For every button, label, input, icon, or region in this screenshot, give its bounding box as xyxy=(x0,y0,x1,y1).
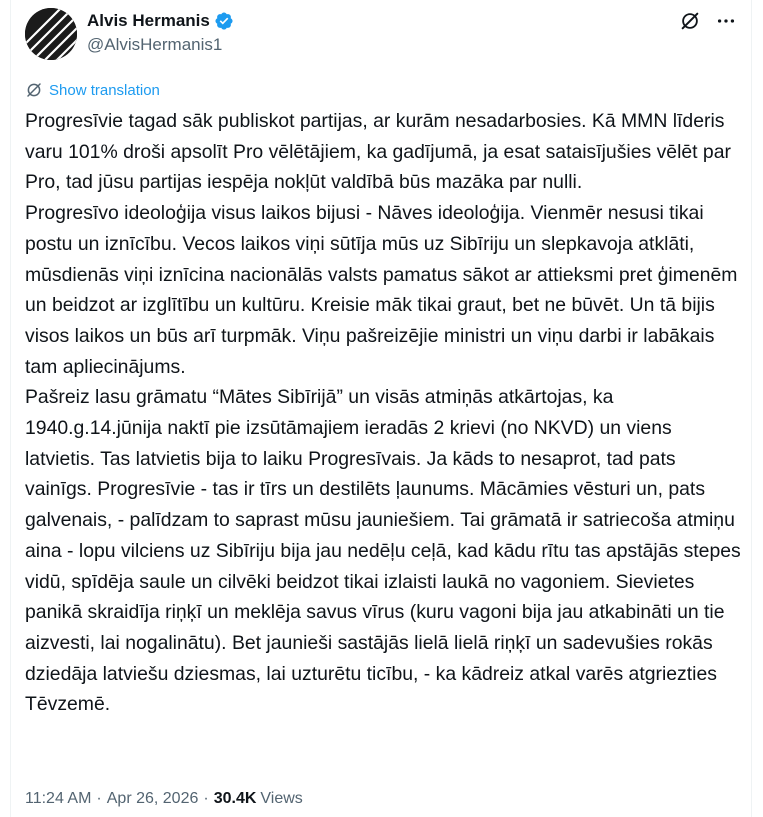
grok-slash-icon[interactable] xyxy=(679,10,701,32)
tweet-date[interactable]: Apr 26, 2026 xyxy=(106,790,199,807)
meta-separator: · xyxy=(96,790,102,807)
display-name-row[interactable] xyxy=(87,10,234,32)
avatar[interactable] xyxy=(25,8,77,60)
header-actions xyxy=(679,10,737,32)
verified-badge-icon[interactable] xyxy=(214,11,234,31)
views-count[interactable]: 30.4K xyxy=(213,790,257,807)
show-translation-label[interactable]: Show translation xyxy=(49,81,160,99)
tweet-meta xyxy=(25,787,303,811)
tweet-header xyxy=(25,6,737,62)
views-label[interactable]: Views xyxy=(260,790,303,807)
tweet-text: Progresīvie tagad sāk publiskot partijas, ar kurām nesadarbosies. Kā MMN līderis varu 101% droši apsolīt Pro vēlētājiem, ka gadījumā, ja esat sataisījušies vēlēt par Pro, tad jūsu partijas iespēja nokļūt valdībā būs mazāka par nulli. Progresīvo ideoloģija visus laikos bijusi - Nāves ideoloģija. Vienmēr nesusi tikai postu un iznīcību. Vecos laikos viņi sūtīja mūs uz Sibīriju un slepkavoja atklāti, mūsdienās viņi iznīcina nacionālās valsts pamatus sākot ar attieksmi pret ģimenēm un beidzot ar izglītību un kultūru. Kreisie māk tikai graut, bet ne būvēt. Un tā bijis visos laikos un būs arī turpmāk. Viņu pašreizējie ministri un viņu darbi ir labākais tam apliecinājums. Pašreiz lasu grāmatu “Mātes Sibīrijā” un visās atmiņās atkārtojas, ka 1940.g.14.jūnija naktī pie izsūtāmajiem ieradās 2 krievi (no NKVD) un viens latvietis. Tas latvietis bija to laiku Progresīvais. Ja kāds to nesaprot, tad pats vainīgs. Progresīvie - tas ir tīrs un destilēts ļaunums. Mācāmies vēsturi un, pats galvenais, - palīdzam to saprast mūsu jauniešiem. Tai grāmatā ir satriecoša atmiņu aina - lopu vilciens uz Sibīriju bija jau nedēļu ceļā, kad kādu rītu tas apstājās stepes vidū, spīdēja saule un cilvēki beidzot tikai izlaisti laukā no vagoniem. Sievietes panikā skraidīja riņķī un meklēja savus vīrus (kuru vagoni bija jau atkabināti un tie aizvesti, lai nogalinātu). Bet jaunieši sastājās lielā lielā riņķī un sadevušies rokās dziedāja latviešu dziesmas, lai uzturētu ticību, - ka kādreiz atkal varēs atgriezties Tēvzemē. xyxy=(25,110,741,716)
avatar-stripes-icon xyxy=(25,8,77,60)
user-handle[interactable]: @AlvisHermanis1 xyxy=(87,35,223,54)
globe-icon xyxy=(25,81,43,99)
tweet-time[interactable]: 11:24 AM xyxy=(25,790,92,807)
show-translation-link[interactable] xyxy=(25,81,160,99)
author-names xyxy=(87,10,234,56)
more-dots-icon[interactable] xyxy=(715,10,737,32)
meta-separator-2: · xyxy=(203,790,209,807)
tweet-card xyxy=(10,0,752,817)
display-name[interactable]: Alvis Hermanis xyxy=(87,11,210,30)
